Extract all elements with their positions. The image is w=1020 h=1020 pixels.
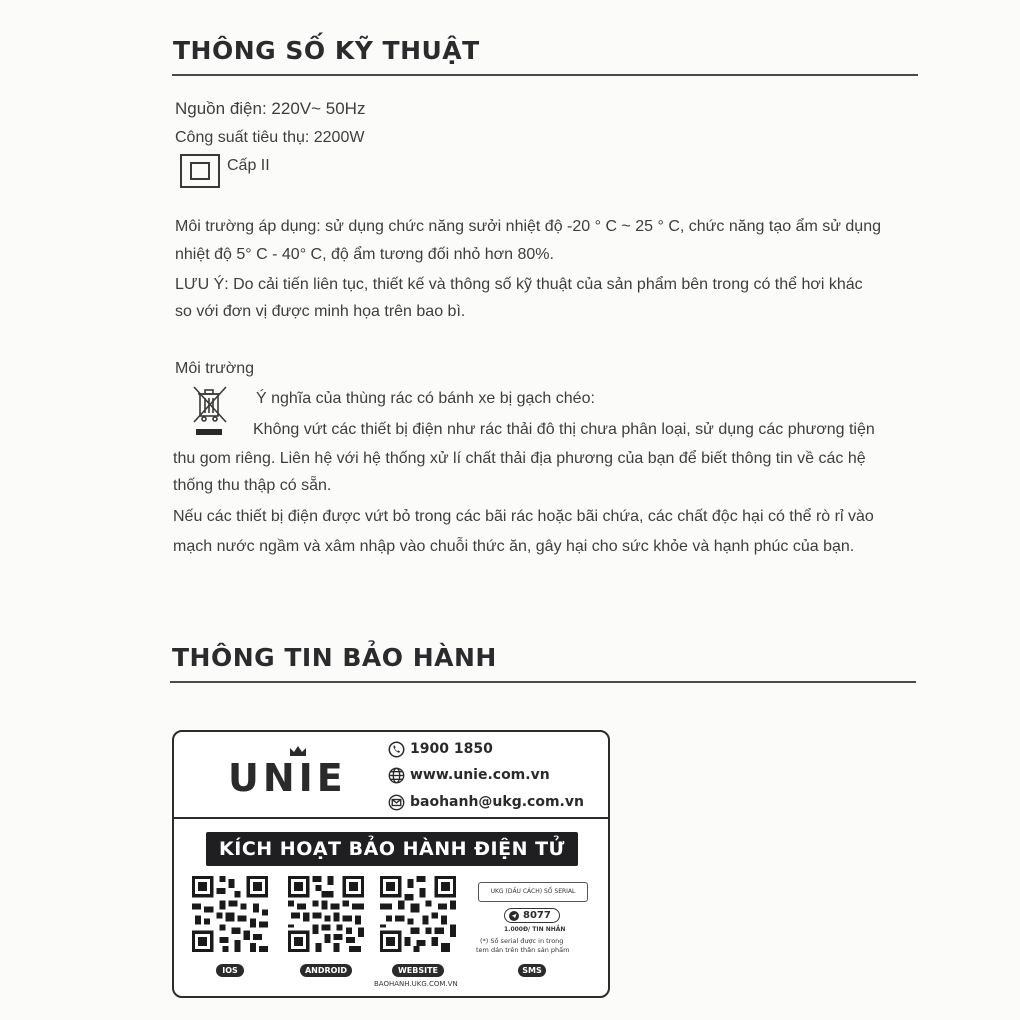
- sms-syntax-box: UKG (DẤU CÁCH) SỐ SERIAL: [478, 882, 588, 902]
- serial-note-line-2: tem dán trên thân sản phẩm: [476, 946, 570, 954]
- sms-number: 8077: [523, 910, 551, 921]
- qr-code-android[interactable]: [288, 876, 364, 952]
- globe-icon: [388, 767, 405, 784]
- weee-line-2: Không vứt các thiết bị điện như rác thải đô thị chưa phân loại, sử dụng các phương tiện: [253, 421, 875, 438]
- note-line-2: so với đơn vị được minh họa trên bao bì.: [175, 303, 466, 320]
- specs-divider: [172, 74, 918, 76]
- specs-heading: THÔNG SỐ KỸ THUẬT: [173, 36, 480, 65]
- phone-icon: [388, 741, 405, 758]
- environment-line-1: Môi trường áp dụng: sử dụng chức năng sưởi nhiệt độ -20 ° C ~ 25 ° C, chức năng tạo ẩm sử dụng: [175, 218, 881, 235]
- warranty-card: [172, 730, 610, 998]
- send-icon: [509, 911, 519, 921]
- serial-note-line-1: (*) Số serial được in trong: [480, 937, 564, 945]
- email-link[interactable]: baohanh@ukg.com.vn: [410, 794, 584, 810]
- insulation-class: Cấp II: [227, 157, 270, 174]
- qr-label-website: WEBSITE: [392, 964, 444, 977]
- weee-line-1: Ý nghĩa của thùng rác có bánh xe bị gạch chéo:: [256, 390, 595, 407]
- weee-line-4: thống thu thập có sẵn.: [173, 477, 332, 494]
- phone-number[interactable]: 1900 1850: [410, 741, 493, 757]
- brand-logo: UNIE: [228, 756, 347, 800]
- crown-icon: [288, 744, 308, 758]
- sms-price: 1.000Đ/ TIN NHẮN: [504, 926, 566, 933]
- power-consumption: Công suất tiêu thụ: 2200W: [175, 129, 365, 146]
- weee-line-6: mạch nước ngầm và xâm nhập vào chuỗi thức ăn, gây hại cho sức khỏe và hạnh phúc của bạn.: [173, 538, 855, 555]
- environment-title: Môi trường: [175, 360, 254, 377]
- qr-label-ios: IOS: [216, 964, 244, 977]
- weee-line-5: Nếu các thiết bị điện được vứt bỏ trong các bãi rác hoặc bãi chứa, các chất độc hại có thể rò rỉ vào: [173, 508, 874, 525]
- mail-icon: [388, 794, 405, 811]
- card-divider: [174, 817, 608, 819]
- power-source: Nguồn điện: 220V~ 50Hz: [175, 99, 366, 118]
- double-square-icon: [180, 154, 220, 188]
- crossed-bin-icon: [190, 384, 230, 440]
- warranty-divider: [170, 681, 916, 683]
- sms-number-box: [504, 908, 560, 923]
- qr-label-sms: SMS: [518, 964, 546, 977]
- warranty-heading: THÔNG TIN BẢO HÀNH: [172, 643, 497, 672]
- website-url[interactable]: BAOHANH.UKG.COM.VN: [374, 980, 458, 988]
- note-line-1: LƯU Ý: Do cải tiến liên tục, thiết kế và thông số kỹ thuật của sản phẩm bên trong có thể hơi khác: [175, 276, 863, 293]
- qr-code-website[interactable]: [380, 876, 456, 952]
- qr-code-ios[interactable]: [192, 876, 268, 952]
- weee-line-3: thu gom riêng. Liên hệ với hệ thống xử lí chất thải địa phương của bạn để biết thông tin về các hệ: [173, 450, 866, 467]
- qr-label-android: ANDROID: [300, 964, 352, 977]
- activation-banner: KÍCH HOẠT BẢO HÀNH ĐIỆN TỬ: [206, 832, 578, 866]
- website-link[interactable]: www.unie.com.vn: [410, 767, 550, 783]
- environment-line-2: nhiệt độ 5° C - 40° C, độ ẩm tương đối nhỏ hơn 80%.: [175, 246, 554, 263]
